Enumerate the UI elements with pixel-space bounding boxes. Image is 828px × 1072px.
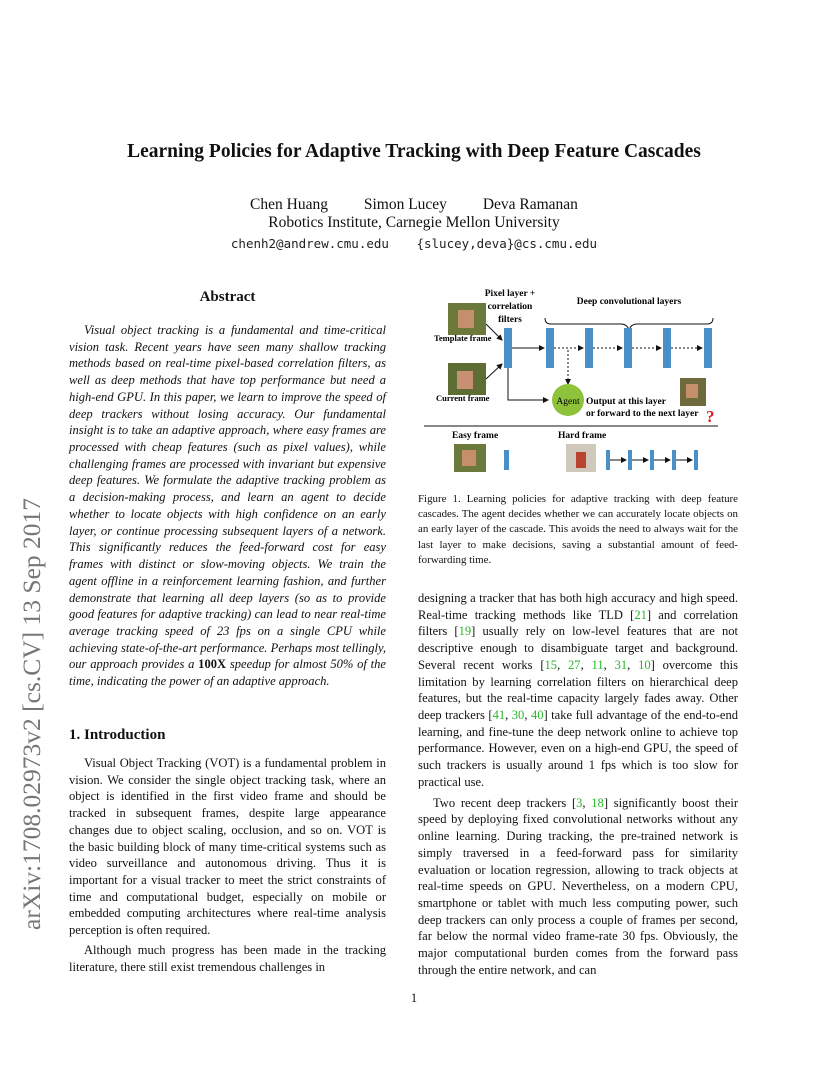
citation-link[interactable]: 27 — [568, 657, 581, 672]
deep-layers-label: Deep convolutional layers — [576, 297, 682, 307]
text-run: , — [582, 795, 592, 810]
conv-layer-block — [585, 328, 593, 368]
arrow — [508, 368, 548, 400]
paragraph — [418, 795, 738, 979]
conv-layer-block — [672, 450, 676, 470]
author-name: Chen Huang — [250, 196, 328, 213]
page-number: 1 — [410, 991, 418, 1005]
citation-link[interactable]: 19 — [458, 624, 472, 639]
agent-label: Agent — [556, 397, 580, 407]
output-label: or forward to the next layer — [586, 409, 699, 419]
author-name: Simon Lucey — [363, 196, 447, 213]
citation-link[interactable]: 18 — [591, 795, 604, 810]
right-column-body — [418, 590, 738, 983]
author-name: Deva Ramanan — [482, 196, 578, 213]
email-list — [0, 236, 828, 251]
email: {slucey,deva}@cs.cmu.edu — [416, 236, 598, 251]
text-run: ] usually rely on low-level features that are not descriptive enough to disambiguate target and background. Several recent works [ — [418, 624, 738, 672]
text-run: , — [627, 657, 639, 672]
citation-link[interactable]: 15 — [544, 657, 558, 672]
citation-link[interactable]: 41 — [492, 708, 506, 723]
pixel-layer-block — [504, 450, 509, 470]
text-run: , — [524, 708, 531, 723]
output-face-patch — [686, 384, 698, 398]
template-face-patch — [458, 310, 474, 328]
text-run: , — [580, 657, 592, 672]
citation-link[interactable]: 31 — [614, 657, 628, 672]
author-list — [0, 196, 828, 214]
text-run: , — [505, 708, 512, 723]
pixel-layer-block — [504, 328, 512, 368]
text-run: , — [557, 657, 569, 672]
abstract-body — [69, 322, 386, 690]
pixel-layer-label: Pixel layer + — [484, 289, 536, 299]
arrow — [486, 364, 502, 379]
pixel-layer-label: filters — [498, 315, 522, 325]
conv-layer-block — [704, 328, 712, 368]
pixel-layer-label: correlation — [487, 302, 533, 312]
conv-layer-block — [546, 328, 554, 368]
abstract-text: Visual object tracking is a fundamental and time-critical vision task. Recent years have seen many shallow tracking methods based on real-time pixel-based correlation filters, as well as deep methods that have top performance but need a high-end GPU. In this paper, we learn to improve the speed of deep trackers without losing accuracy. Our fundamental insight is to take an adaptive approach, where easy frames are processed with cheap features (such as pixel values), while challenging frames are processed with invariant but expensive deep features. We formulate the adaptive tracking problem as a decision-making process, and learn an agent to decide whether to locate objects with high confidence on an early layer, or continue processing subsequent layers of a network. This significantly reduces the feed-forward cost for easy frames with distinct or slow-moving objects. We train the agent offline in a reinforcement learning fashion, and further demonstrate that learning all deep layers (so as to provide good features for adaptive tracking) can lead to near real-time average tracking speed of 23 fps on a single CPU while achieving state-of-the-art performance. Perhaps most tellingly, our approach provides a — [69, 323, 386, 672]
paragraph — [418, 590, 738, 791]
abstract-bold-text: 100X — [198, 657, 227, 672]
citation-link[interactable]: 40 — [530, 708, 544, 723]
citation-link[interactable]: 21 — [634, 607, 647, 622]
hard-frame-label: Hard frame — [558, 431, 607, 441]
citation-link[interactable]: 11 — [591, 657, 604, 672]
question-mark: ? — [706, 407, 715, 426]
template-frame-label: Template frame — [434, 333, 492, 343]
conv-layer-block — [650, 450, 654, 470]
paragraph: Although much progress has been made in the tracking literature, there still exist tremendous challenges in — [69, 942, 386, 974]
figure-caption: Figure 1. Learning policies for adaptive tracking with deep feature cascades. The agent decides whether we can accurately locate objects on an early layer of the cascade. This avoids the need to always wait for the last layer to make decisions, saving a substantial amount of feed-forwarding time. — [418, 493, 738, 566]
paper-title: Learning Policies for Adaptive Tracking with Deep Feature Cascades — [127, 141, 701, 162]
conv-layer-block — [663, 328, 671, 368]
intro-body — [69, 755, 386, 978]
text-run: ] overcome this limitation by learning correlation filters on hierarchical deep features, but the real-time capacity largely fades away. Other deep trackers [ — [418, 657, 739, 723]
text-run: ] take full advantage of the end-to-end learning, and fine-tune the deep network online to achieve top performance. However, even on a high-end GPU, the speed of such trackers is usually around 1 fps which is too slow for practical use. — [418, 708, 738, 789]
text-run: Two recent deep trackers [ — [433, 795, 577, 810]
affiliation: Robotics Institute, Carnegie Mellon University — [268, 214, 560, 231]
text-run: ] and correlation filters [ — [418, 607, 738, 639]
text-run: , — [603, 657, 615, 672]
current-frame-label: Current frame — [436, 393, 490, 403]
conv-layer-block — [628, 450, 632, 470]
abstract-text: speedup for almost 50% of the time, indicating the power of an adaptive approach. — [69, 657, 387, 689]
text-run: designing a tracker that has both high accuracy and high speed. Real-time tracking methods like TLD [ — [418, 591, 738, 622]
figure-1 — [418, 284, 738, 484]
hard-figure-patch — [576, 452, 586, 468]
output-label: Output at this layer — [586, 397, 666, 407]
email: chenh2@andrew.cmu.edu — [230, 236, 389, 251]
easy-frame-label: Easy frame — [452, 431, 499, 441]
current-face-patch — [457, 371, 473, 389]
paragraph: Visual Object Tracking (VOT) is a fundamental problem in vision. We consider the single object tracking task, where an object is identified in the first video frame and should be tracked in subsequent frames, despite large appearance changes due to object scaling, occlusion, and so on. VOT is the basic building block of many time-critical systems such as video surveillance and autonomous driving. Thus it is important for a visual tracker to meet the strict constraints of time and computational budget, especially on mobile or embedded computing architectures where real-time analysis perception is often required. — [69, 756, 386, 938]
citation-link[interactable]: 30 — [511, 708, 525, 723]
citation-link[interactable]: 10 — [638, 657, 651, 672]
easy-face-patch — [462, 450, 476, 466]
arxiv-stamp: arXiv:1708.02973v2 [cs.CV] 13 Sep 2017 — [17, 497, 46, 930]
conv-layer-block — [694, 450, 698, 470]
abstract-heading: Abstract — [199, 289, 256, 305]
conv-layer-block — [606, 450, 610, 470]
citation-link[interactable]: 3 — [576, 795, 583, 810]
section-heading: 1. Introduction — [69, 727, 166, 743]
text-run: ] significantly boost their speed by deploying fixed convolutional networks without any online learning. During tracking, the pre-trained network is simply traversed in a feed-forward pass for similarity evaluation or location regression, allowing to track objects at real-time speeds on GPU. Nevertheless, on a modern CPU, smartphone or tablet with much less computing power, such deep trackers can only process a couple of frames per second, far below the normal video frame-rate 30 fps. Obviously, the major computational burden comes from the forward pass through the entire network, and can — [418, 795, 738, 977]
conv-layer-block — [624, 328, 632, 368]
